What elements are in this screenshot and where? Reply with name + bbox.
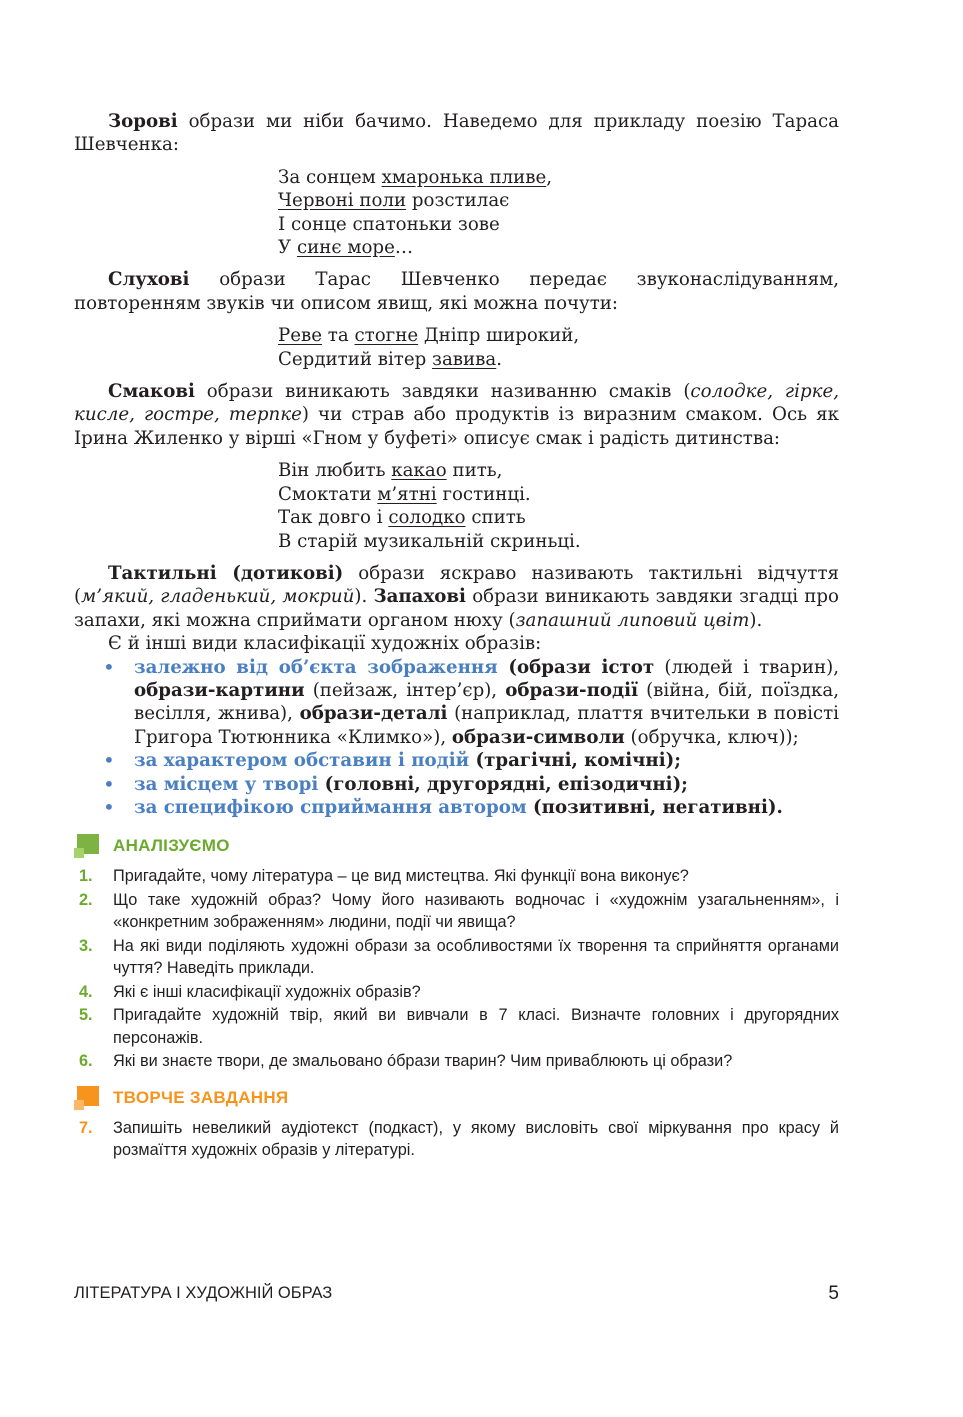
poem-text: гостинці.	[436, 483, 531, 505]
poem-text: розстилає	[406, 190, 510, 212]
poem-shevchenko-1	[278, 166, 839, 260]
question-number: 6.	[79, 1052, 93, 1071]
term-visual: Зорові	[108, 111, 178, 132]
creative-questions	[74, 1117, 839, 1162]
question-item	[74, 981, 839, 1004]
question-number: 2.	[79, 890, 93, 909]
poem-underlined: м’ятні	[377, 483, 437, 505]
poem-text: .	[496, 348, 503, 370]
list-text: (людей і тварин),	[654, 656, 839, 678]
classification-criterion: за специфікою сприймання автором	[134, 796, 527, 818]
poem-text: Смоктати	[278, 483, 378, 505]
poem-line	[278, 348, 839, 371]
italic-examples: солодке, гірке, кисле, гостре, терпке	[74, 381, 839, 426]
section-header-analyze	[74, 833, 839, 859]
poem-underlined: солодко	[388, 507, 466, 529]
bullet-icon: •	[103, 771, 115, 796]
poem-text: та	[322, 325, 355, 347]
italic-examples: запашний липовий цвіт	[515, 609, 750, 631]
poem-zhylenko	[278, 459, 839, 553]
poem-shevchenko-2	[278, 324, 839, 371]
paragraph-auditory-images	[74, 268, 839, 315]
poem-line	[278, 506, 839, 529]
poem-line	[278, 236, 839, 259]
question-text: Запишіть невеликий аудіотекст (подкаст), у якому висловіть свої міркування про красу й розмаїття художніх образів у літературі.	[113, 1118, 839, 1160]
analyze-questions	[74, 865, 839, 1073]
list-item	[74, 796, 839, 819]
classification-type: образи-події	[505, 679, 638, 701]
poem-line	[278, 459, 839, 482]
poem-line	[278, 213, 839, 236]
paragraph-text: образи ми ніби бачимо. Наведемо для прикладу поезію Тараса Шевченка:	[74, 111, 839, 156]
bullet-icon: •	[103, 748, 115, 773]
orange-square-icon	[74, 1086, 101, 1110]
poem-underlined: завива	[432, 348, 497, 370]
question-text: Які є інші класифікації художніх образів?	[113, 982, 421, 1001]
chapter-title: ЛІТЕРАТУРА І ХУДОЖНІЙ ОБРАЗ	[74, 1284, 333, 1302]
poem-text: В старій музикальній скриньці.	[278, 530, 581, 552]
classification-type: (трагічні, комічні);	[469, 750, 681, 772]
section-title-analyze: АНАЛІЗУЄМО	[113, 836, 230, 856]
poem-text: У	[278, 237, 297, 259]
classification-type: образи-картини	[134, 679, 305, 701]
poem-text: Так довго і	[278, 507, 389, 529]
paragraph-text: ).	[749, 609, 763, 631]
section-header-creative	[74, 1085, 839, 1111]
poem-line	[278, 530, 839, 553]
poem-text: пить,	[446, 460, 503, 482]
paragraph-taste-images	[74, 380, 839, 450]
question-item	[74, 935, 839, 980]
classification-type: образи-деталі	[299, 703, 448, 725]
paragraph-text: образи яскраво називають тактильні відчуття (	[74, 562, 839, 608]
paragraph-text: образи виникають завдяки називанню смаків (	[194, 381, 691, 403]
poem-text: Сердитий вітер	[278, 348, 433, 370]
classification-criterion: за характером обставин і подій	[134, 750, 470, 772]
term-taste: Смакові	[108, 381, 195, 403]
poem-underlined: стогне	[354, 325, 419, 347]
poem-text: …	[394, 237, 414, 259]
poem-underlined: какао	[391, 460, 447, 482]
poem-underlined: Червоні поли	[278, 190, 407, 212]
question-text: На які види поділяють художні образи за особливостями їх творення та сприйняття органами чуття? Наведіть приклади.	[113, 936, 839, 978]
poem-line	[278, 324, 839, 347]
classification-type: (головні, другорядні, епізодичні);	[318, 773, 688, 795]
list-item	[74, 749, 839, 772]
question-item	[74, 865, 839, 888]
question-item	[74, 1004, 839, 1049]
classification-type: (позитивні, негативні).	[526, 796, 783, 818]
paragraph-text: ) чи страв або продуктів із виразним смаком. Ось як Ірина Жиленко у вірші «Гном у буфеті» описує смак і радість дитинства:	[74, 404, 839, 449]
question-text: Пригадайте, чому література – це вид мистецтва. Які функції вона виконує?	[113, 867, 689, 886]
poem-line	[278, 189, 839, 212]
list-text: (пейзаж, інтер’єр),	[304, 679, 506, 701]
question-number: 5.	[79, 1006, 93, 1025]
paragraph-tactile-smell-images	[74, 562, 839, 632]
question-number: 7.	[79, 1118, 93, 1137]
green-square-icon	[74, 834, 101, 858]
classification-type: (образи істот	[497, 656, 655, 678]
poem-text: спить	[465, 507, 526, 529]
paragraph-text: образи виникають завдяки згадці про запахи, які можна сприймати органом нюху (	[74, 586, 839, 631]
question-text: Пригадайте художній твір, який ви вивчали в 7 класі. Визначте головних і другорядних персонажів.	[113, 1006, 839, 1047]
paragraph-text: ).	[354, 586, 374, 608]
classification-list	[74, 656, 839, 820]
italic-examples: м’який, гладенький, мокрий	[81, 586, 355, 608]
poem-text: І сонце спатоньки зове	[278, 213, 500, 235]
page-number: 5	[828, 1283, 839, 1304]
list-text: (наприклад, плаття вчительки в повісті Григора Тютюнника «Климко»),	[134, 703, 839, 748]
paragraph-visual-images	[74, 110, 839, 157]
list-text: (війна, бій, поїздка, весілля, жнива),	[134, 679, 839, 725]
question-text: Які ви знаєте твори, де змальовано óбрази тварин? Чим приваблюють ці образи?	[113, 1052, 733, 1071]
classification-criterion: за місцем у творі	[134, 773, 319, 795]
section-title-creative: ТВОРЧЕ ЗАВДАННЯ	[113, 1087, 289, 1107]
term-auditory: Слухові	[108, 269, 190, 291]
term-tactile: Тактильні (дотикові)	[108, 562, 344, 584]
question-item	[74, 1117, 839, 1162]
question-number: 1.	[79, 867, 93, 886]
question-number: 3.	[79, 936, 93, 955]
bullet-icon: •	[103, 794, 115, 819]
poem-text: Дніпр широкий,	[418, 325, 580, 347]
list-item	[74, 656, 839, 750]
list-text: (обручка, ключ));	[624, 726, 799, 748]
poem-underlined: синє море	[296, 237, 395, 259]
paragraph-text: образи Тарас Шевченко передає звуконаслідуванням, повторенням звуків чи описом явищ, які можна почути:	[74, 269, 839, 314]
poem-text: За сонцем	[278, 166, 382, 188]
list-item	[74, 773, 839, 796]
poem-text: ,	[546, 166, 553, 188]
page-footer	[74, 1284, 839, 1303]
bullet-icon: •	[103, 654, 115, 679]
term-smell: Запахові	[373, 586, 466, 608]
poem-underlined: Реве	[278, 325, 323, 347]
classification-criterion: залежно від об’єкта зображення	[134, 656, 498, 678]
poem-line	[278, 166, 839, 189]
classification-intro: Є й інші види класифікації художніх образів:	[108, 633, 542, 655]
poem-text: Він любить	[278, 460, 392, 482]
question-item	[74, 889, 839, 934]
page-content	[74, 110, 839, 1163]
classification-type: образи-символи	[451, 726, 625, 748]
question-text: Що таке художній образ? Чому його називають водночас і «художнім узагальненням», і «конкретним зображенням» людини, події чи явища?	[113, 890, 839, 932]
question-number: 4.	[79, 982, 93, 1001]
poem-underlined: хмаронька пливе	[381, 166, 547, 188]
poem-line	[278, 483, 839, 506]
question-item	[74, 1050, 839, 1073]
